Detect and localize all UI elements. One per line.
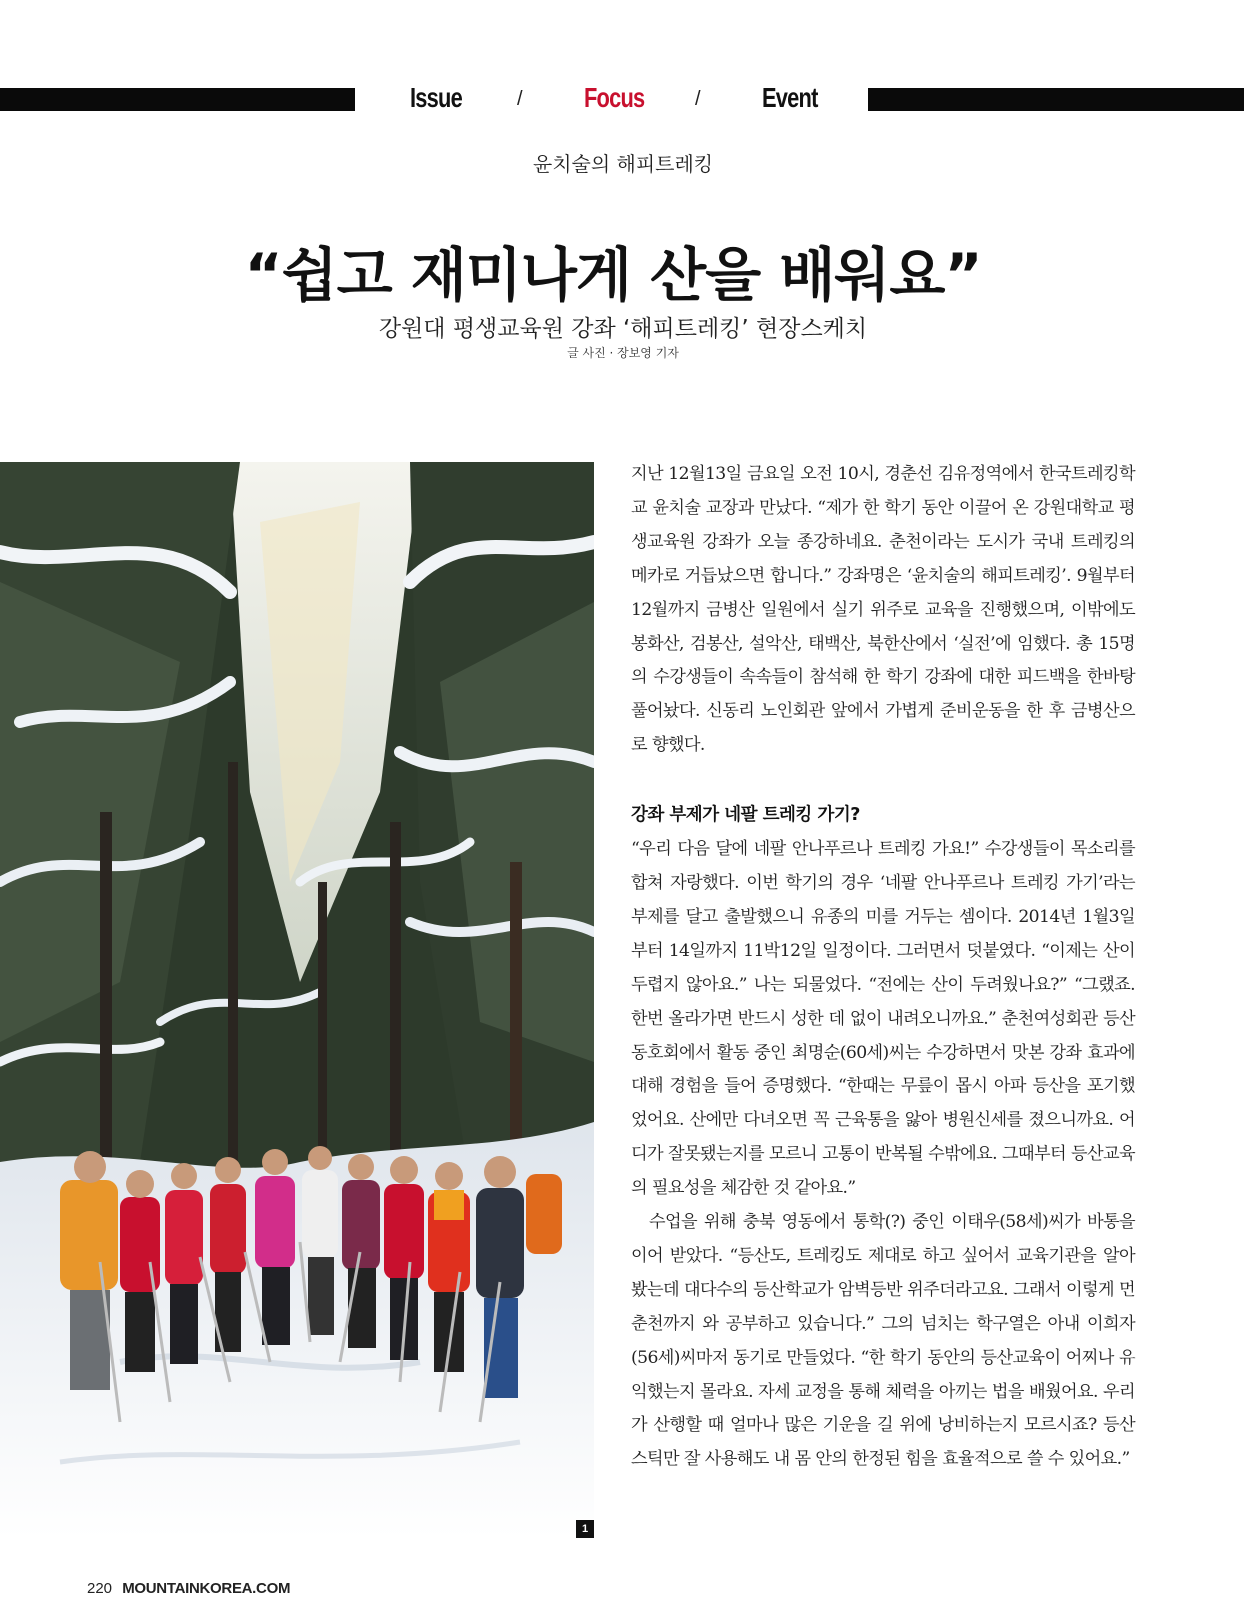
nav-separator: /: [695, 88, 701, 110]
section-title: 강좌 부제가 네팔 트레킹 가기?: [631, 805, 860, 826]
photo-illustration: [0, 462, 594, 1538]
header-bar-right: [868, 88, 1244, 111]
page-footer: [87, 1580, 290, 1597]
headline: “쉽고 재미나게 산을 배워요”: [244, 241, 982, 309]
site-url[interactable]: MOUNTAINKOREA.COM: [122, 1580, 291, 1597]
header-bar-left: [0, 88, 355, 111]
nav-separator: /: [517, 88, 523, 110]
article-paragraph: “우리 다음 달에 네팔 안나푸르나 트레킹 가요!” 수강생들이 목소리를 합쳐 자랑했다. 이번 학기의 경우 ‘네팔 안나푸르나 트레킹 가기’라는 부제를 달고 출발했으니 유종의 미를 거두는 셈이다. 2014년 1월3일부터 14일까지 11박12일 일정이다. 그러면서 덧붙였다. “이제는 산이 두렵지 않아요.” 나는 되물었다. “전에는 산이 두려웠나요?” “그랬죠. 한번 올라가면 반드시 성한 데 없이 내려오니까요.” 춘천여성회관 등산동호회에서 활동 중인 최명순(60세)씨는 수강하면서 맛본 강좌 효과에 대해 경험을 들어 증명했다. “한때는 무릎이 몹시 아파 등산을 포기했었어요. 산에만 다녀오면 꼭 근육통을 앓아 병원신세를 졌으니까요. 어디가 잘못됐는지를 모르니 고통이 반복될 수밖에요. 그때부터 등산교육의 필요성을 체감한 것 같아요.”: [631, 839, 1135, 1199]
photo-hikers-snow-forest: [0, 462, 594, 1538]
page-number: 220: [87, 1580, 113, 1597]
article-paragraph: 수업을 위해 충북 영동에서 통학(?) 중인 이태우(58세)씨가 바통을 이어 받았다. “등산도, 트레킹도 제대로 하고 싶어서 교육기관을 알아봤는데 대다수의 등산학교가 암벽등반 위주더라고요. 그래서 이렇게 먼 춘천까지 와 공부하고 있습니다.” 그의 넘치는 학구열은 아내 이희자(56세)씨마저 동기로 만들었다. “한 학기 동안의 등산교육이 어찌나 유익했는지 몰라요. 자세 교정을 통해 체력을 아끼는 법을 배웠어요. 우리가 산행할 때 얼마나 많은 기운을 길 위에 낭비하는지 모르시죠? 등산스틱만 잘 사용해도 내 몸 안의 한정된 힘을 효율적으로 쓸 수 있어요.”: [631, 1212, 1135, 1470]
nav-focus[interactable]: Focus: [584, 82, 645, 113]
article-body: [631, 458, 1135, 1477]
photo-number-badge: 1: [576, 1520, 594, 1538]
subheadline: 강원대 평생교육원 강좌 ‘해피트레킹’ 현장스케치: [378, 316, 868, 342]
series-title: 윤치술의 해피트레킹: [532, 152, 714, 176]
nav-event[interactable]: Event: [762, 82, 818, 113]
article-paragraph-intro: 지난 12월13일 금요일 오전 10시, 경춘선 김유정역에서 한국트레킹학교 윤치술 교장과 만났다. “제가 한 학기 동안 이끌어 온 강원대학교 평생교육원 강좌가 오늘 종강하네요. 춘천이라는 도시가 국내 트레킹의 메카로 거듭났으면 합니다.” 강좌명은 ‘윤치술의 해피트레킹’. 9월부터 12월까지 금병산 일원에서 실기 위주로 교육을 진행했으며, 이밖에도 봉화산, 검봉산, 설악산, 태백산, 북한산에서 ‘실전’에 임했다. 총 15명의 수강생들이 속속들이 참석해 한 학기 강좌에 대한 피드백을 한바탕 풀어놨다. 신동리 노인회관 앞에서 가볍게 준비운동을 한 후 금병산으로 향했다.: [631, 464, 1135, 756]
nav-issue[interactable]: Issue: [410, 82, 462, 113]
byline: 글 사진 · 장보영 기자: [567, 346, 679, 360]
